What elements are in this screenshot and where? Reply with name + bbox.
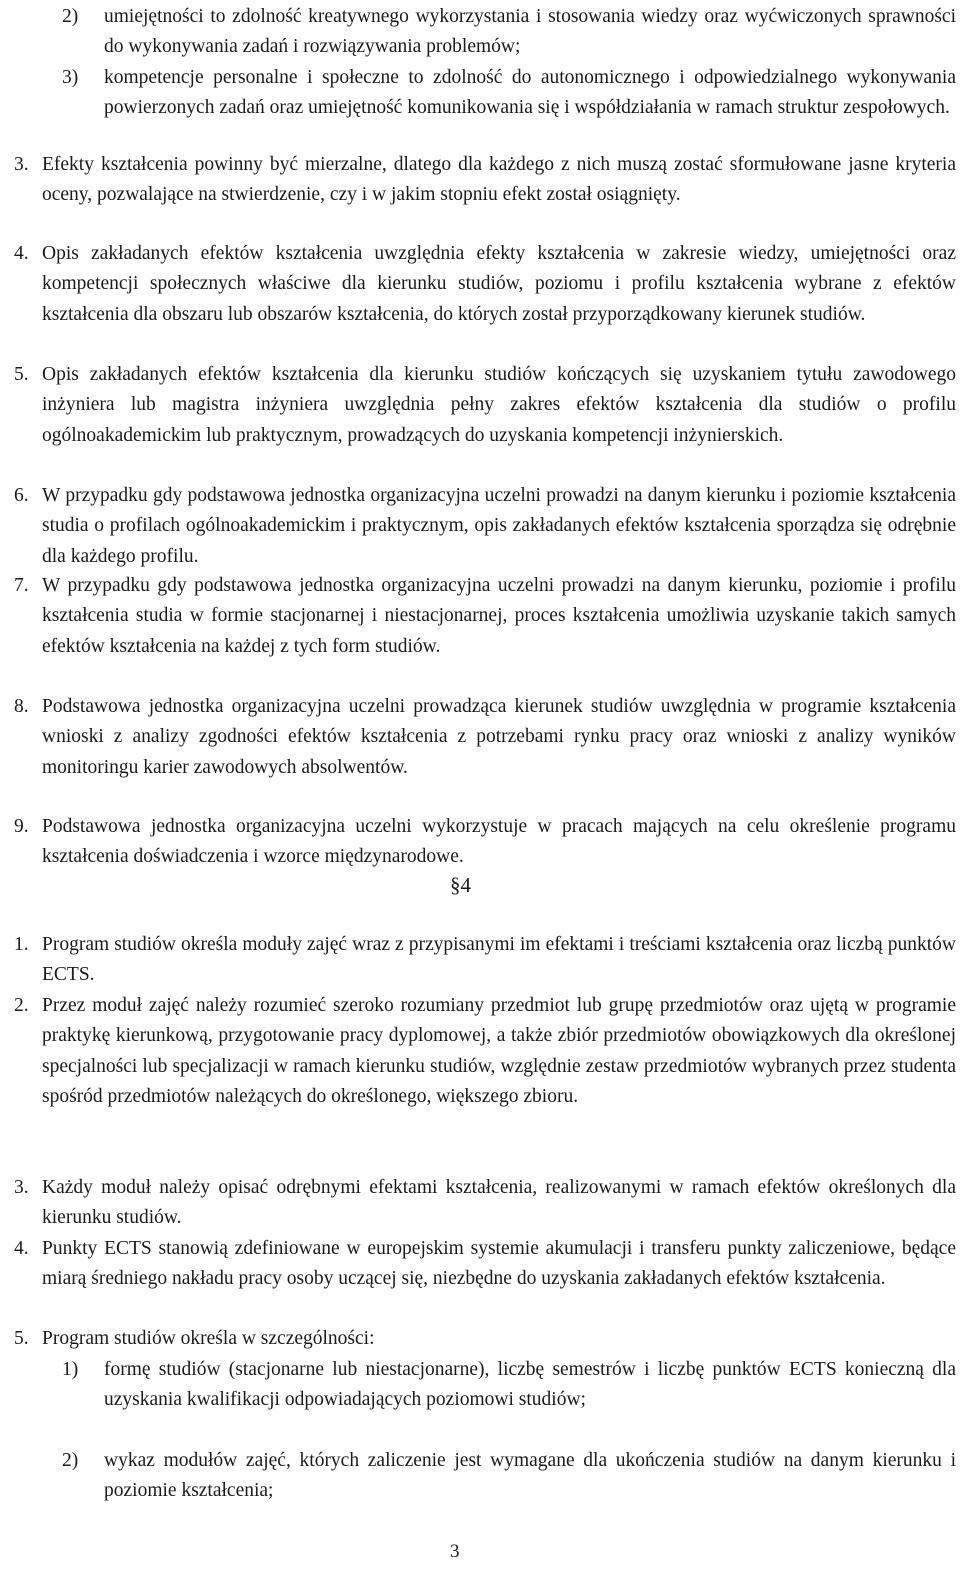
section-heading: §4 [450,873,471,897]
list-item-text: Opis zakładanych efektów kształcenia uwzględnia efekty kształcenia w zakresie wiedzy, umiejętności oraz kompetencji społecznych właściwe dla kierunku studiów, poziomu i profilu kształcenia wybrane z efektów kształcenia dla obszaru lub obszarów kształcenia, do których został przyporządkowany kierunek studiów. [42,243,956,325]
list-item-text: Podstawowa jednostka organizacyjna uczelni prowadząca kierunek studiów uwzględnia w programie kształcenia wnioski z analizy zgodności efektów kształcenia z potrzebami rynku pracy oraz wnioski z analizy wyników monitoringu karier zawodowych absolwentów. [42,696,956,778]
list-item-number: 7. [14,575,29,596]
list-item-text: formę studiów (stacjonarne lub niestacjonarne), liczbę semestrów i liczbę punktów ECTS konieczną dla uzyskania kwalifikacji odpowiadających poziomowi studiów; [104,1359,956,1411]
list-item-text: Program studiów określa w szczególności: [42,1328,375,1349]
list-item-text: Podstawowa jednostka organizacyjna uczelni wykorzystuje w pracach mających na celu określenie programu kształcenia doświadczenia i wzorce międzynarodowe. [42,816,956,868]
list-item-text: Punkty ECTS stanowią zdefiniowane w europejskim systemie akumulacji i transferu punkty zaliczeniowe, będące miarą średniego nakładu pracy osoby uczącej się, niezbędne do uzyskania zakładanych efektów kształcenia. [42,1238,956,1290]
list-item-text: W przypadku gdy podstawowa jednostka organizacyjna uczelni prowadzi na danym kierunku i poziomie kształcenia studia o profilach ogólnoakademickim i praktycznym, opis zakładanych efektów kształcenia sporządza się odrębnie dla każdego profilu. [42,485,956,567]
list-item-number: 4. [14,243,29,264]
list-item-number: 3. [14,154,29,175]
list-item-text: Opis zakładanych efektów kształcenia dla kierunku studiów kończących się uzyskaniem tytułu zawodowego inżyniera lub magistra inżyniera uwzględnia pełny zakres efektów kształcenia dla studiów o profilu ogólnoakademickim lub praktycznym, prowadzących do uzyskania kompetencji inżynierskich. [42,364,956,446]
list-item-number: 1. [14,934,29,955]
list-item-number: 1) [62,1359,79,1380]
list-item-text: Program studiów określa moduły zajęć wraz z przypisanymi im efektami i treściami kształcenia oraz liczbą punktów ECTS. [42,934,956,986]
list-item-number: 2) [62,1450,79,1471]
list-item-number: 8. [14,696,29,717]
list-item-text: kompetencje personalne i społeczne to zdolność do autonomicznego i odpowiedzialnego wykonywania powierzonych zadań oraz umiejętność komunikowania się i współdziałania w ramach struktur zespołowych. [104,67,956,119]
list-item-text: Każdy moduł należy opisać odrębnymi efektami kształcenia, realizowanymi w ramach efektów określonych dla kierunku studiów. [42,1177,956,1229]
list-item-text: Efekty kształcenia powinny być mierzalne, dlatego dla każdego z nich muszą zostać sformułowane jasne kryteria oceny, pozwalające na stwierdzenie, czy i w jakim stopniu efekt został osiągnięty. [42,154,956,206]
list-item-number: 4. [14,1238,29,1259]
list-item-number: 3. [14,1177,29,1198]
list-item-number: 2. [14,995,29,1016]
list-item-text: umiejętności to zdolność kreatywnego wykorzystania i stosowania wiedzy oraz wyćwiczonych sprawności do wykonywania zadań i rozwiązywania problemów; [104,6,956,58]
list-item-number: 9. [14,816,29,837]
list-item-number: 5. [14,1328,29,1349]
list-item-number: 5. [14,364,29,385]
list-item-text: wykaz modułów zajęć, których zaliczenie jest wymagane dla ukończenia studiów na danym kierunku i poziomie kształcenia; [104,1450,956,1502]
list-item-number: 3) [62,67,79,88]
list-item-number: 2) [62,6,79,27]
list-item-text: Przez moduł zajęć należy rozumieć szeroko rozumiany przedmiot lub grupę przedmiotów oraz ujętą w programie praktykę kierunkową, przygotowanie pracy dyplomowej, a także zbiór przedmiotów obowiązkowych dla określonej specjalności lub specjalizacji w ramach kierunku studiów, względnie zestaw przedmiotów wybranych przez studenta spośród przedmiotów należących do określonego, większego zbioru. [42,995,956,1108]
page-number: 3 [450,1541,460,1562]
list-item-text: W przypadku gdy podstawowa jednostka organizacyjna uczelni prowadzi na danym kierunku, poziomie i profilu kształcenia studia w formie stacjonarnej i niestacjonarnej, proces kształcenia umożliwia uzyskanie takich samych efektów kształcenia na każdej z tych form studiów. [42,575,956,657]
list-item-number: 6. [14,485,29,506]
